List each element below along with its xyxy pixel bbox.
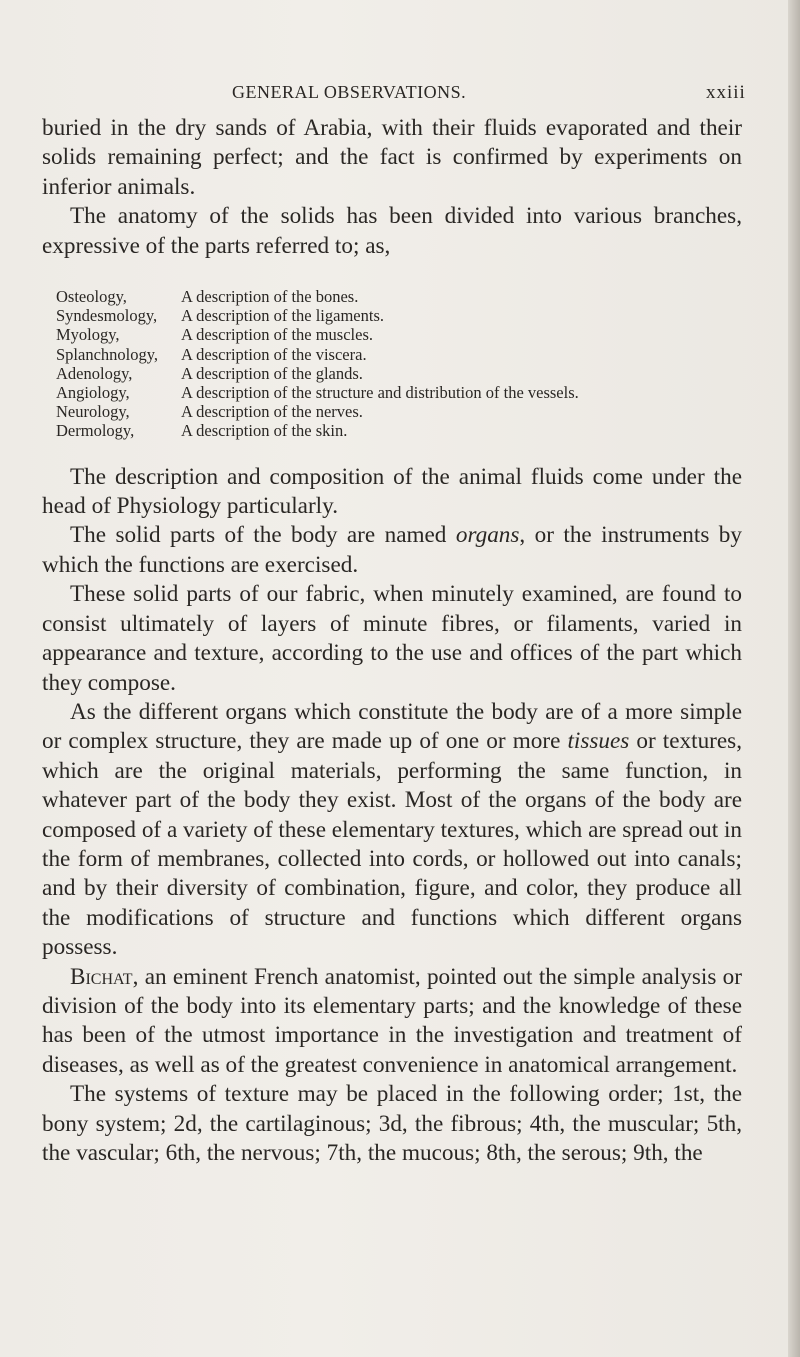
paragraph-organs xyxy=(42,521,742,580)
emphasis-organs: organs xyxy=(455,522,520,549)
term-name: Dermology, xyxy=(56,421,135,441)
list-item xyxy=(56,325,742,344)
term-name: Osteology, xyxy=(56,287,127,307)
paragraph-systems: The systems of texture may be placed in the following order; 1st, the bony system; 2d, the cartilaginous; 3d, the fibrous; 4th, the muscular; 5th, the vascular; 6th, the nervous; 7th, the mucous; 8th, the serous; 9th, the xyxy=(42,1081,742,1166)
name-bichat: Bichat xyxy=(70,963,133,990)
term-name: Neurology, xyxy=(56,402,130,422)
term-name: Splanchnology, xyxy=(56,344,159,364)
text-run: or textures, which are the original materials, performing the same function, in whatever part of the body they exist. Most of the organs of the body are composed of a variety of these elementary textures, which are spread out in the form of membranes, collected into cords, or hollowed out into canals; and by their diversity of combination, figure, and color, they produce all the modifications of structure and functions which different organs possess. xyxy=(42,728,742,961)
list-item xyxy=(56,306,742,325)
paragraph-fibres: These solid parts of our fabric, when minutely examined, are found to consist ultimately of layers of minute fibres, or filaments, varied in appearance and texture, according to the use and offices of the part which they compose. xyxy=(42,581,742,696)
emphasis-tissues: tissues xyxy=(567,728,630,755)
term-name: Angiology, xyxy=(56,383,130,403)
paragraph-tissues xyxy=(42,698,742,963)
term-description: A description of the muscles. xyxy=(181,325,374,345)
page-number: xxiii xyxy=(706,82,746,103)
paragraph-arabia: buried in the dry sands of Arabia, with their fluids evaporated and their solids remaining perfect; and the fact is confirmed by experiments on inferior animals. xyxy=(42,115,742,200)
running-head: GENERAL OBSERVATIONS. xyxy=(232,82,467,102)
page-edge xyxy=(788,0,800,1357)
term-description: A description of the bones. xyxy=(181,287,359,307)
list-item xyxy=(56,287,742,306)
term-description: A description of the structure and distribution of the vessels. xyxy=(181,383,579,403)
term-description: A description of the viscera. xyxy=(181,344,367,364)
term-description: A description of the ligaments. xyxy=(181,306,385,326)
term-name: Syndesmology, xyxy=(56,306,158,326)
list-item xyxy=(56,383,742,402)
text-run: The solid parts of the body are named xyxy=(70,522,456,549)
page-header xyxy=(0,82,800,110)
paragraph-fluids: The description and composition of the animal fluids come under the head of Physiology particularly. xyxy=(42,463,742,520)
list-item xyxy=(56,402,742,421)
page-body xyxy=(42,114,742,1168)
list-item xyxy=(56,345,742,364)
paragraph-anatomy-branches: The anatomy of the solids has been divided into various branches, expressive of the parts referred to; as, xyxy=(42,203,742,259)
term-name: Adenology, xyxy=(56,363,133,383)
anatomy-branches-list xyxy=(56,287,742,441)
term-description: A description of the nerves. xyxy=(181,402,363,422)
list-item xyxy=(56,364,742,383)
paragraph-bichat xyxy=(42,963,742,1081)
term-name: Myology, xyxy=(56,325,120,345)
list-item xyxy=(56,421,742,440)
text-run: As the different organs which constitute the body are of a more simple or complex structure, they are made up of one or more xyxy=(42,698,742,755)
text-run: , an eminent French anatomist, pointed out the simple analysis or division of the body into its elementary parts; and the knowledge of these has been of the utmost importance in the investigation and treatment of diseases, as well as of the greatest convenience in anatomical arrangement. xyxy=(42,963,742,1078)
text-run: , or the instruments by which the functions are exercised. xyxy=(42,522,742,578)
term-description: A description of the glands. xyxy=(181,363,363,383)
term-description: A description of the skin. xyxy=(181,421,348,441)
